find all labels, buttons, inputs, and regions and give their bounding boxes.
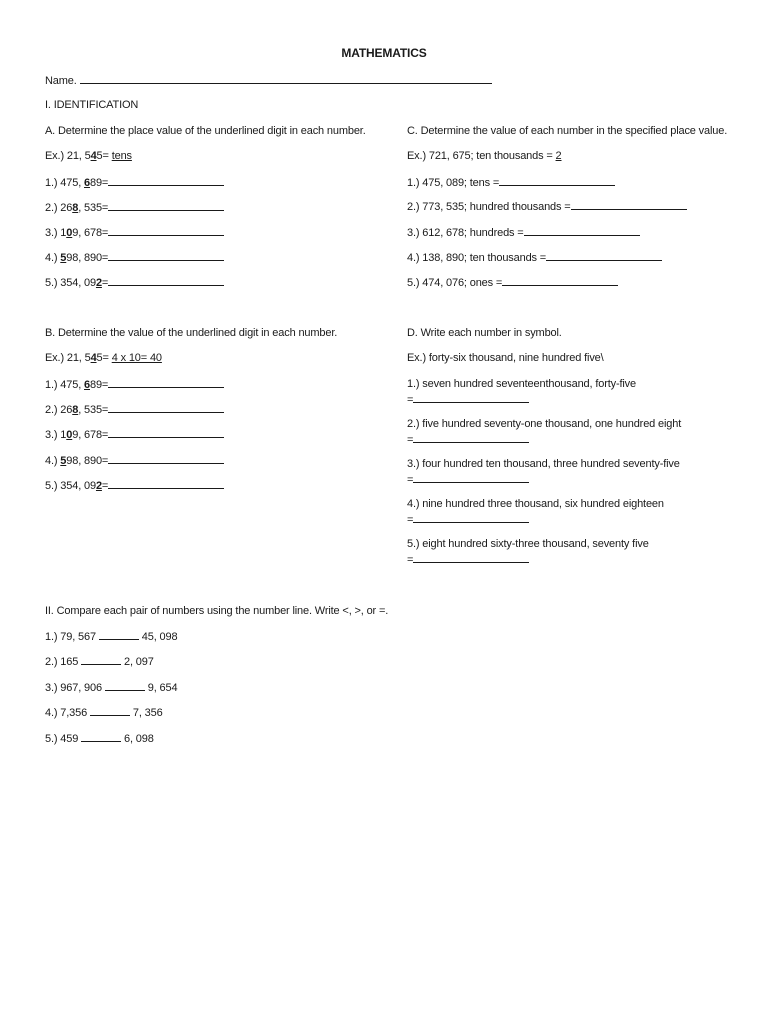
partA-item-3: [45, 225, 224, 240]
partD-item-1: 1.) seven hundred seventeenthousand, forty-five: [407, 378, 636, 390]
item-prefix: 2.) 26: [45, 202, 73, 214]
example-suffix: 5=: [96, 150, 112, 162]
partD-item-3: 3.) four hundred ten thousand, three hundred seventy-five: [407, 458, 680, 470]
partD-answer-4: [407, 512, 529, 527]
partA-item-4: [45, 250, 224, 265]
partC-item-5: [407, 275, 618, 290]
compare-left: 3.) 967, 906: [45, 682, 102, 694]
answer-blank[interactable]: [413, 432, 529, 443]
partA-instruction: A. Determine the place value of the underlined digit in each number.: [45, 125, 366, 137]
item-prefix: 3.) 1: [45, 429, 67, 441]
item-suffix: 98, 890=: [66, 455, 109, 467]
item-prefix: 4.): [45, 252, 61, 264]
section2-heading: II. Compare each pair of numbers using the number line. Write <, >, or =.: [45, 605, 389, 617]
answer-blank[interactable]: [524, 225, 640, 236]
example-prefix: Ex.) 21, 5: [45, 352, 91, 364]
compare-right: 7, 356: [132, 707, 163, 719]
partB-item-1: [45, 377, 224, 392]
answer-blank[interactable]: [546, 250, 662, 261]
answer-blank[interactable]: [108, 250, 224, 261]
example-answer: 2: [555, 150, 562, 162]
underlined-digit: 4: [90, 150, 97, 162]
answer-blank[interactable]: [502, 275, 618, 286]
item-suffix: 89=: [89, 177, 109, 189]
compare-item-1: [45, 629, 177, 644]
item-prefix: 3.) 1: [45, 227, 67, 239]
partA-item-1: [45, 175, 224, 190]
partC-instruction: C. Determine the value of each number in the specified place value.: [407, 125, 728, 137]
partA-example: [45, 149, 132, 163]
item-text: 2.) 773, 535; hundred thousands =: [407, 201, 571, 213]
partB-item-3: [45, 427, 224, 442]
item-suffix: 9, 678=: [72, 227, 109, 239]
example-prefix: Ex.) 21, 5: [45, 150, 91, 162]
partD-instruction: D. Write each number in symbol.: [407, 327, 562, 339]
partB-item-2: [45, 402, 224, 417]
item-suffix: =: [101, 480, 109, 492]
answer-blank[interactable]: [108, 478, 224, 489]
example-suffix: 5=: [96, 352, 112, 364]
equals-sign: =: [407, 474, 414, 486]
compare-right: 6, 098: [124, 733, 154, 745]
answer-blank[interactable]: [108, 453, 224, 464]
item-prefix: 4.): [45, 455, 61, 467]
underlined-digit: 4: [90, 352, 97, 364]
answer-blank[interactable]: [413, 472, 529, 483]
item-prefix: 1.) 475,: [45, 379, 85, 391]
underlined-digit: 8: [72, 404, 79, 416]
section1-heading: I. IDENTIFICATION: [45, 99, 139, 111]
answer-blank[interactable]: [571, 199, 687, 210]
underlined-digit: 0: [66, 227, 73, 239]
example-text: Ex.) 721, 675; ten thousands =: [407, 150, 556, 162]
example-answer: tens: [111, 150, 132, 162]
example-answer: 4 x 10= 40: [111, 352, 162, 364]
answer-blank[interactable]: [413, 392, 529, 403]
partC-item-2: [407, 199, 687, 214]
item-suffix: , 535=: [78, 202, 109, 214]
partB-instruction: B. Determine the value of the underlined digit in each number.: [45, 327, 338, 339]
equals-sign: =: [407, 554, 414, 566]
partB-example: [45, 351, 162, 365]
partD-answer-3: [407, 472, 529, 487]
partC-example: [407, 149, 562, 163]
answer-blank[interactable]: [108, 175, 224, 186]
compare-right: 45, 098: [141, 631, 178, 643]
partB-item-5: [45, 478, 224, 493]
compare-blank[interactable]: [81, 731, 121, 742]
item-suffix: 89=: [89, 379, 109, 391]
compare-blank[interactable]: [90, 705, 130, 716]
underlined-digit: 0: [66, 429, 73, 441]
compare-blank[interactable]: [99, 629, 139, 640]
compare-item-5: [45, 731, 154, 746]
compare-left: 4.) 7,356: [45, 707, 88, 719]
equals-sign: =: [407, 514, 414, 526]
underlined-digit: 8: [72, 202, 79, 214]
answer-blank[interactable]: [108, 200, 224, 211]
compare-left: 5.) 459: [45, 733, 79, 745]
partC-item-4: [407, 250, 662, 265]
page-title: MATHEMATICS: [341, 46, 427, 60]
partD-example: Ex.) forty-six thousand, nine hundred five\: [407, 352, 604, 364]
answer-blank[interactable]: [108, 275, 224, 286]
equals-sign: =: [407, 394, 414, 406]
compare-right: 2, 097: [124, 656, 154, 668]
answer-blank[interactable]: [108, 402, 224, 413]
item-text: 5.) 474, 076; ones =: [407, 277, 503, 289]
answer-blank[interactable]: [499, 175, 615, 186]
partD-answer-5: [407, 552, 529, 567]
name-label: Name.: [45, 75, 77, 87]
item-text: 4.) 138, 890; ten thousands =: [407, 252, 547, 264]
compare-item-2: [45, 654, 154, 669]
item-prefix: 5.) 354, 09: [45, 277, 96, 289]
underlined-digit: 6: [84, 177, 90, 189]
partD-answer-2: [407, 432, 529, 447]
partB-item-4: [45, 453, 224, 468]
partD-item-4: 4.) nine hundred three thousand, six hundred eighteen: [407, 498, 664, 510]
answer-blank[interactable]: [108, 225, 224, 236]
answer-blank[interactable]: [108, 427, 224, 438]
item-suffix: , 535=: [78, 404, 109, 416]
underlined-digit: 6: [84, 379, 90, 391]
compare-left: 2.) 165: [45, 656, 79, 668]
compare-right: 9, 654: [147, 682, 178, 694]
partA-item-2: [45, 200, 224, 215]
partD-item-5: 5.) eight hundred sixty-three thousand, seventy five: [407, 538, 649, 550]
underlined-digit: 5: [60, 252, 67, 264]
equals-sign: =: [407, 434, 414, 446]
partD-answer-1: [407, 392, 529, 407]
compare-item-3: [45, 680, 177, 695]
item-text: 3.) 612, 678; hundreds =: [407, 227, 524, 239]
compare-blank[interactable]: [105, 680, 145, 691]
item-prefix: 2.) 26: [45, 404, 73, 416]
item-suffix: 9, 678=: [72, 429, 109, 441]
item-suffix: 98, 890=: [66, 252, 109, 264]
answer-blank[interactable]: [413, 552, 529, 563]
partD-item-2: 2.) five hundred seventy-one thousand, one hundred eight: [407, 418, 682, 430]
compare-left: 1.) 79, 567: [45, 631, 96, 643]
compare-blank[interactable]: [81, 654, 121, 665]
answer-blank[interactable]: [108, 377, 224, 388]
compare-item-4: [45, 705, 163, 720]
partC-item-3: [407, 225, 640, 240]
name-blank[interactable]: [80, 73, 492, 84]
partC-item-1: [407, 175, 615, 190]
item-prefix: 5.) 354, 09: [45, 480, 96, 492]
underlined-digit: 2: [95, 480, 102, 492]
underlined-digit: 5: [60, 455, 67, 467]
item-prefix: 1.) 475,: [45, 177, 85, 189]
item-text: 1.) 475, 089; tens =: [407, 177, 500, 189]
item-suffix: =: [101, 277, 109, 289]
partA-item-5: [45, 275, 224, 290]
underlined-digit: 2: [95, 277, 102, 289]
name-row: [45, 73, 492, 88]
answer-blank[interactable]: [413, 512, 529, 523]
